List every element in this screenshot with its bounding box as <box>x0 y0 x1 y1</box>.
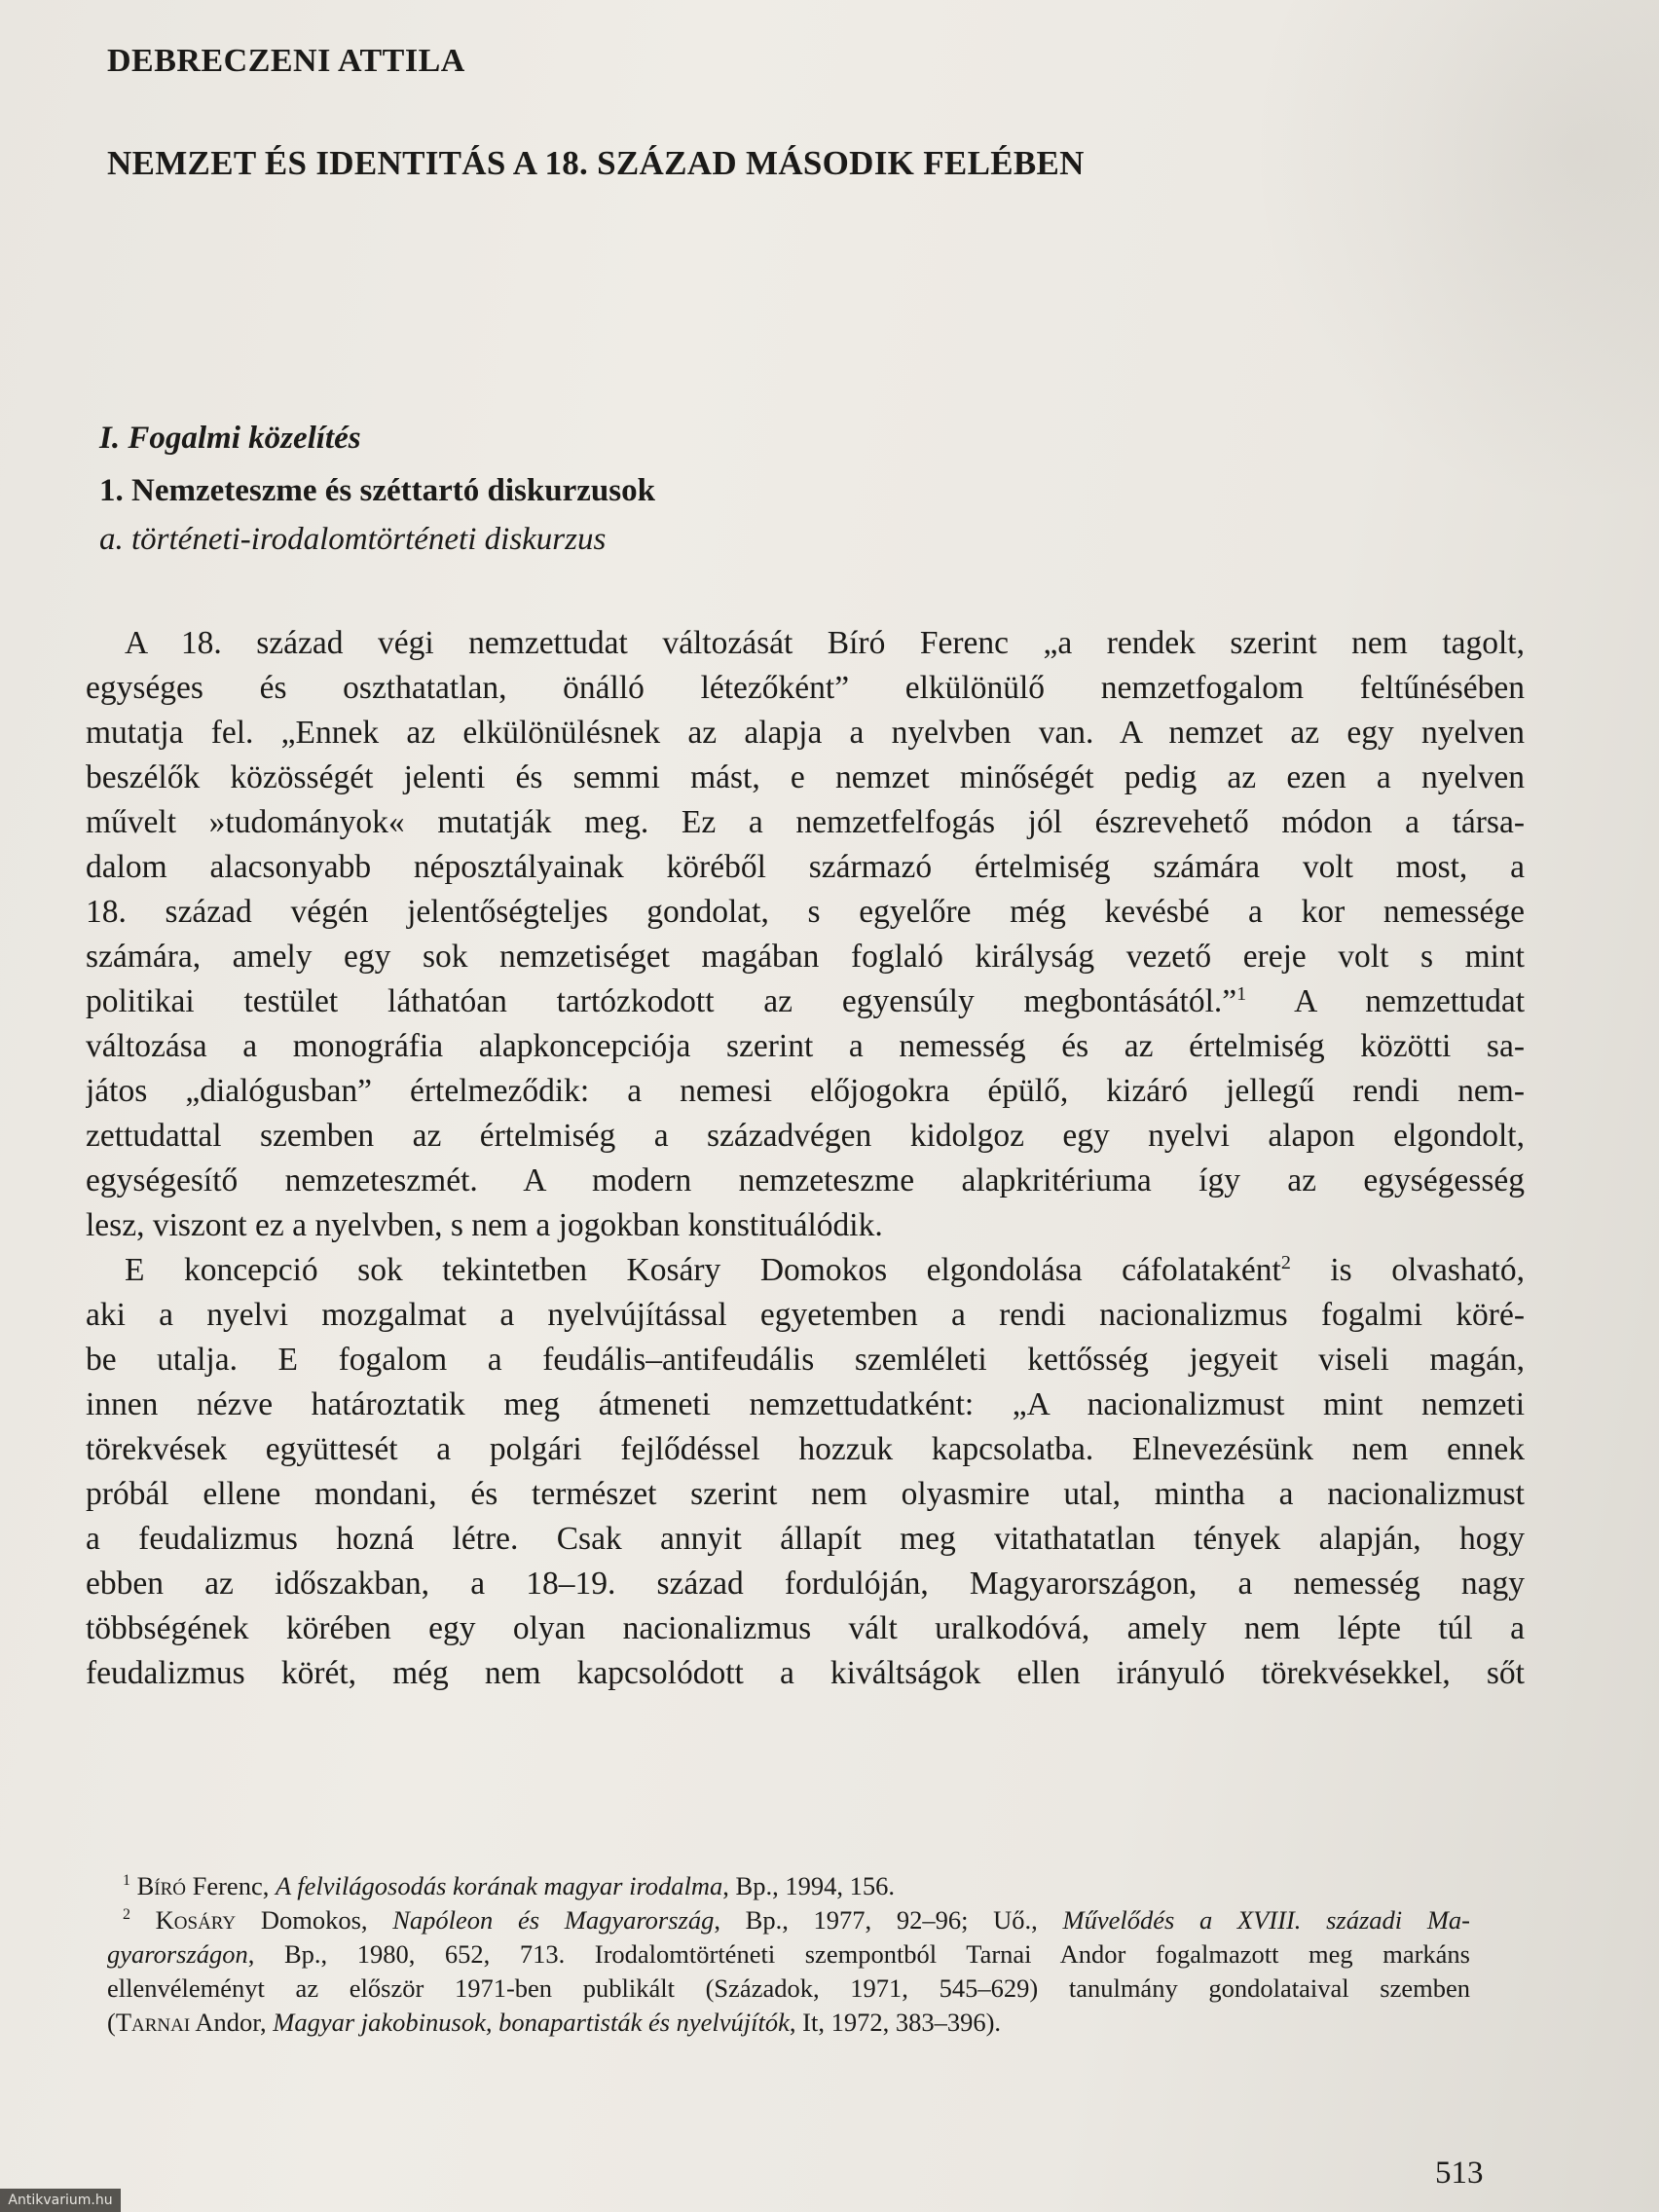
text-line: a feudalizmus hozná létre. Csak annyit állapít meg vitathatatlan tények alapján, hogy <box>86 1521 1525 1557</box>
text-line: ebben az időszakban, a 18–19. század fordulóján, Magyarországon, a nemesség nagy <box>86 1566 1525 1602</box>
footnote-work: Napóleon és Magyarország <box>392 1905 715 1935</box>
text-line: játos „dialógusban” értelmeződik: a nemesi előjogokra épülő, kizáró jellegű rendi nem- <box>86 1073 1525 1109</box>
text-line: lesz, viszont ez a nyelvben, s nem a jogokban konstituálódik. <box>86 1207 883 1243</box>
text-fragment: , Bp., 1980, 652, 713. Irodalomtörténeti szempontból Tarnai Andor fogalmazott meg markáns <box>247 1939 1470 1969</box>
footnote-2-line: ellenvéleményt az először 1971-ben publikált (Századok, 1971, 545–629) tanulmány gondolataival szemben <box>107 1973 1470 2003</box>
footnotes <box>107 1869 1470 2040</box>
footnote-work: gyarországon <box>107 1939 248 1969</box>
text-fragment: E koncepció sok tekintetben Kosáry Domokos elgondolása cáfolataként <box>125 1252 1281 1288</box>
section-heading: 1. Nemzeteszme és széttartó diskurzusok <box>99 473 655 508</box>
text-line: változása a monográfia alapkoncepciója szerint a nemesség és az értelmiség közötti sa- <box>86 1028 1525 1064</box>
text-line: be utalja. E fogalom a feudális–antifeudális szemléleti kettősség jegyeit viseli magán, <box>86 1342 1525 1378</box>
text-line <box>86 979 1525 1024</box>
text-line: feudalizmus körét, még nem kapcsolódott a kiváltságok ellen irányuló törekvésekkel, sőt <box>86 1655 1525 1691</box>
footnote-1 <box>107 1869 1470 1903</box>
footnote-2 <box>107 1903 1470 1937</box>
text-line: többségének körében egy olyan nacionalizmus vált uralkodóvá, amely nem lépte túl a <box>86 1610 1525 1646</box>
text-line: A 18. század végi nemzettudat változását Bíró Ferenc „a rendek szerint nem tagolt, <box>125 625 1525 661</box>
footnote-work: Magyar jakobinusok, bonapartisták és nyelvújítók <box>273 2008 790 2037</box>
text-line: beszélők közösségét jelenti és semmi mást, e nemzet minőségét pedig az ezen a nyelven <box>86 759 1525 795</box>
footnote-2-line <box>107 1937 1470 1972</box>
footnote-work: Művelődés a XVIII. századi Ma- <box>1062 1905 1470 1935</box>
footnote-author: Kosáry <box>155 1905 237 1935</box>
footnote-author: Tarnai <box>115 2008 191 2037</box>
subsection-heading: a. történeti-irodalomtörténeti diskurzus <box>99 522 607 557</box>
text-fragment: Ferenc, <box>185 1871 276 1900</box>
text-line <box>86 1248 1525 1293</box>
author-name: DEBRECZENI ATTILA <box>107 43 465 79</box>
text-fragment: , Bp., 1994, 156. <box>722 1871 895 1900</box>
footnote-mark: 1 <box>123 1872 130 1890</box>
show-through-shadow <box>1250 0 1659 506</box>
part-heading: I. Fogalmi közelítés <box>99 421 361 456</box>
watermark-label: Antikvarium.hu <box>0 2189 121 2212</box>
text-line: törekvések együttesét a polgári fejlődéssel hozzuk kapcsolatba. Elnevezésünk nem ennek <box>86 1431 1525 1467</box>
text-line: dalom alacsonyabb néposztályainak köréből származó értelmiség számára volt most, a <box>86 849 1525 885</box>
text-fragment: is olvasható, <box>1290 1252 1525 1288</box>
body-text <box>86 621 1525 1696</box>
text-line: zettudattal szemben az értelmiség a századvégen kidolgoz egy nyelvi alapon elgondolt, <box>86 1118 1525 1154</box>
footnote-ref-1: 1 <box>1236 982 1247 1005</box>
footnote-ref-2: 2 <box>1280 1251 1291 1273</box>
footnote-work: A felvilágosodás korának magyar irodalma <box>275 1871 723 1900</box>
text-fragment: A nemzettudat <box>1246 983 1525 1019</box>
text-fragment: politikai testület láthatóan tartózkodott az egyensúly megbontásától.” <box>86 983 1237 1019</box>
footnote-mark: 2 <box>123 1906 130 1924</box>
text-fragment: , Bp., 1977, 92–96; Uő., <box>714 1905 1063 1935</box>
text-line: aki a nyelvi mozgalmat a nyelvújítással egyetemben a rendi nacionalizmus fogalmi köré- <box>86 1297 1525 1333</box>
text-fragment: ( <box>107 2008 116 2037</box>
page-number: 513 <box>1435 2156 1484 2191</box>
text-line: számára, amely egy sok nemzetiséget magában foglaló királyság vezető ereje volt s mint <box>86 939 1525 975</box>
text-line: 18. század végén jelentőségteljes gondolat, s egyelőre még kevésbé a kor nemessége <box>86 894 1525 930</box>
text-line: egységes és oszthatatlan, önálló létezőként” elkülönülő nemzetfogalom feltűnésében <box>86 670 1525 706</box>
text-line: mutatja fel. „Ennek az elkülönülésnek az alapja a nyelvben van. A nemzet az egy nyelven <box>86 715 1525 751</box>
footnote-author: Bíró <box>136 1871 186 1900</box>
text-fragment: Andor, <box>190 2008 274 2037</box>
text-line: művelt »tudományok« mutatják meg. Ez a nemzetfelfogás jól észrevehető módon a társa- <box>86 804 1525 840</box>
footnote-2-line <box>107 2006 1470 2040</box>
chapter-title: NEMZET ÉS IDENTITÁS A 18. SZÁZAD MÁSODIK FELÉBEN <box>107 144 1085 182</box>
text-line: innen nézve határoztatik meg átmeneti nemzettudatként: „A nacionalizmust mint nemzeti <box>86 1386 1525 1422</box>
text-fragment: Domokos, <box>236 1905 393 1935</box>
text-line: egységesítő nemzeteszmét. A modern nemzeteszme alapkritériuma így az egységesség <box>86 1162 1525 1198</box>
text-line: próbál ellene mondani, és természet szerint nem olyasmire utal, mintha a nacionalizmust <box>86 1476 1525 1512</box>
text-fragment: , It, 1972, 383–396). <box>789 2008 1002 2037</box>
